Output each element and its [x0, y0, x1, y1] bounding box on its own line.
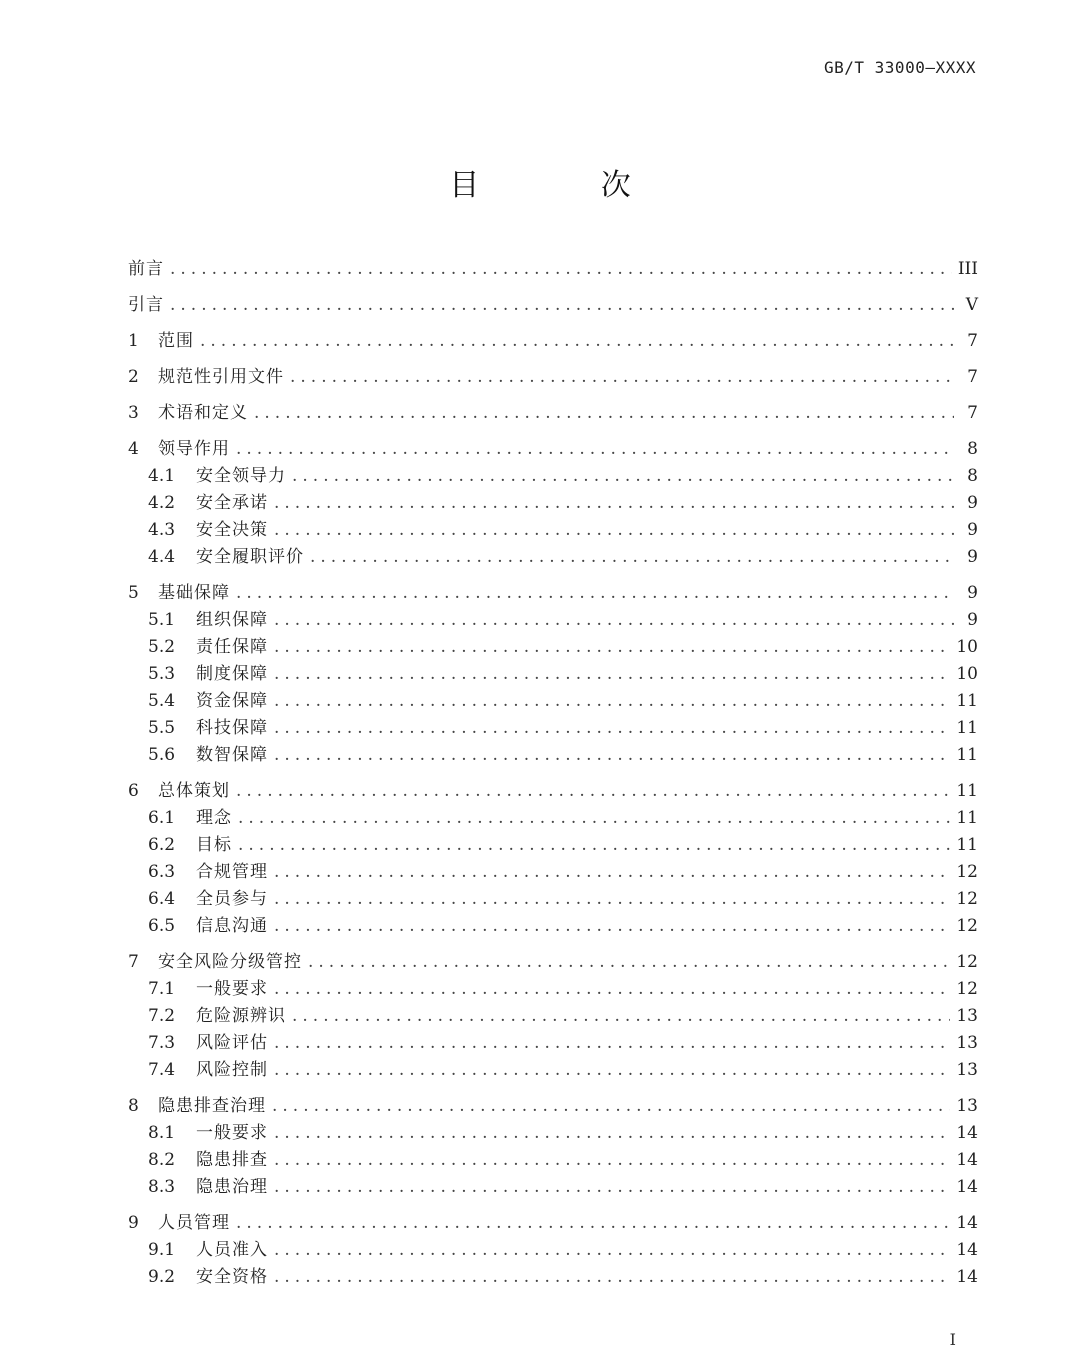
toc-entry-page: 14 — [956, 1240, 978, 1260]
toc-entry[interactable] — [128, 1266, 978, 1288]
toc-entry-title: 人员准入 — [196, 1240, 268, 1260]
toc-entry-number: 5.1 — [148, 610, 176, 630]
toc-entry-page: 9 — [967, 493, 978, 513]
toc-entry-page: 9 — [967, 547, 978, 567]
toc-entry-number: 9.1 — [148, 1240, 176, 1260]
toc-entry-title: 隐患治理 — [196, 1177, 268, 1197]
toc-entry[interactable] — [128, 402, 978, 424]
toc-leader-dots — [274, 861, 950, 883]
toc-entry-page: 10 — [956, 637, 978, 657]
toc-leader-dots — [274, 1239, 950, 1261]
toc-entry-number: 8.1 — [148, 1123, 176, 1143]
toc-entry[interactable] — [128, 1005, 978, 1027]
toc-entry-title: 安全领导力 — [196, 466, 286, 486]
toc-entry[interactable] — [128, 294, 978, 316]
toc-entry-title: 合规管理 — [196, 862, 268, 882]
toc-leader-dots — [274, 888, 950, 910]
toc-entry-page: 7 — [967, 367, 978, 387]
toc-leader-dots — [274, 1122, 950, 1144]
toc-entry[interactable] — [128, 1149, 978, 1171]
toc-entry[interactable] — [128, 690, 978, 712]
toc-entry-number: 4.4 — [148, 547, 176, 567]
page-number: I — [949, 1330, 956, 1349]
toc-entry-page: 13 — [956, 1006, 978, 1026]
toc-entry-number: 2 — [128, 367, 139, 387]
toc-entry-page: 8 — [967, 439, 978, 459]
toc-entry[interactable] — [128, 915, 978, 937]
toc-entry[interactable] — [128, 1212, 978, 1234]
toc-entry-page: 14 — [956, 1213, 978, 1233]
toc-entry-page: 12 — [956, 862, 978, 882]
toc-entry-number: 7 — [128, 952, 139, 972]
toc-entry-number: 8.2 — [148, 1150, 176, 1170]
toc-entry-number: 5 — [128, 583, 139, 603]
toc-entry-title: 目标 — [196, 835, 232, 855]
toc-leader-dots — [274, 978, 950, 1000]
toc-entry-number: 7.4 — [148, 1060, 176, 1080]
toc-entry-title: 信息沟通 — [196, 916, 268, 936]
toc-entry-page: 10 — [956, 664, 978, 684]
toc-entry[interactable] — [128, 717, 978, 739]
toc-entry-page: III — [957, 259, 978, 279]
toc-entry-number: 6.2 — [148, 835, 176, 855]
toc-leader-dots — [308, 951, 950, 973]
toc-leader-dots — [274, 636, 950, 658]
toc-entry-number: 5.6 — [148, 745, 176, 765]
toc-entry-number: 8.3 — [148, 1177, 176, 1197]
toc-entry[interactable] — [128, 582, 978, 604]
toc-leader-dots — [236, 582, 954, 604]
toc-entry-page: 14 — [956, 1150, 978, 1170]
toc-entry-number: 6.1 — [148, 808, 176, 828]
toc-entry-page: 11 — [956, 835, 978, 855]
toc-entry-page: 12 — [956, 889, 978, 909]
toc-entry-page: 13 — [956, 1060, 978, 1080]
toc-leader-dots — [274, 1032, 950, 1054]
toc-leader-dots — [236, 1212, 950, 1234]
toc-leader-dots — [274, 690, 950, 712]
toc-entry-title: 基础保障 — [158, 583, 230, 603]
toc-entry[interactable] — [128, 330, 978, 352]
toc-entry-title: 制度保障 — [196, 664, 268, 684]
toc-entry-title: 资金保障 — [196, 691, 268, 711]
toc-entry[interactable] — [128, 834, 978, 856]
toc-entry[interactable] — [128, 888, 978, 910]
toc-leader-dots — [170, 294, 954, 316]
toc-leader-dots — [274, 609, 954, 631]
toc-entry-number: 7.2 — [148, 1006, 176, 1026]
toc-entry-page: 14 — [956, 1123, 978, 1143]
toc-leader-dots — [274, 1149, 950, 1171]
toc-entry-page: 11 — [956, 808, 978, 828]
toc-entry-title: 领导作用 — [158, 439, 230, 459]
toc-entry-number: 4.3 — [148, 520, 176, 540]
toc-entry-number: 4 — [128, 439, 139, 459]
standard-code: GB/T 33000—XXXX — [824, 58, 976, 77]
toc-entry[interactable] — [128, 780, 978, 802]
toc-entry-page: 12 — [956, 979, 978, 999]
toc-leader-dots — [274, 1059, 950, 1081]
toc-leader-dots — [274, 717, 950, 739]
toc-entry-title: 全员参与 — [196, 889, 268, 909]
toc-leader-dots — [310, 546, 954, 568]
toc-entry-number: 9 — [128, 1213, 139, 1233]
toc-entry-page: V — [965, 295, 978, 315]
toc-leader-dots — [238, 807, 950, 829]
toc-entry[interactable] — [128, 546, 978, 568]
toc-leader-dots — [274, 744, 950, 766]
toc-entry-number: 3 — [128, 403, 139, 423]
toc-entry-number: 6.5 — [148, 916, 176, 936]
toc-entry-number: 9.2 — [148, 1267, 176, 1287]
toc-entry-page: 12 — [956, 916, 978, 936]
toc-entry-title: 安全决策 — [196, 520, 268, 540]
toc-entry-number: 1 — [128, 331, 139, 351]
toc-entry-title: 安全履职评价 — [196, 547, 304, 567]
table-of-contents — [128, 258, 978, 1288]
toc-entry[interactable] — [128, 744, 978, 766]
toc-entry-number: 7.3 — [148, 1033, 176, 1053]
toc-entry-title: 数智保障 — [196, 745, 268, 765]
toc-entry[interactable] — [128, 861, 978, 883]
toc-entry-title: 理念 — [196, 808, 232, 828]
toc-entry[interactable] — [128, 1239, 978, 1261]
toc-entry-title: 术语和定义 — [158, 403, 248, 423]
toc-leader-dots — [274, 663, 950, 685]
toc-entry-number: 8 — [128, 1096, 139, 1116]
toc-leader-dots — [170, 258, 952, 280]
toc-entry-title: 规范性引用文件 — [158, 367, 284, 387]
toc-entry-title: 人员管理 — [158, 1213, 230, 1233]
toc-entry-title: 总体策划 — [158, 781, 230, 801]
toc-entry-title: 安全资格 — [196, 1267, 268, 1287]
toc-entry-page: 14 — [956, 1177, 978, 1197]
toc-entry[interactable] — [128, 366, 978, 388]
toc-entry-title: 安全承诺 — [196, 493, 268, 513]
toc-entry[interactable] — [128, 1122, 978, 1144]
toc-entry-page: 7 — [967, 403, 978, 423]
toc-entry-number: 5.4 — [148, 691, 176, 711]
toc-entry-title: 风险控制 — [196, 1060, 268, 1080]
toc-entry-number: 4.1 — [148, 466, 176, 486]
toc-leader-dots — [274, 492, 954, 514]
toc-entry[interactable] — [128, 978, 978, 1000]
toc-entry-page: 9 — [967, 610, 978, 630]
toc-entry-number: 6 — [128, 781, 139, 801]
toc-entry-title: 危险源辨识 — [196, 1006, 286, 1026]
toc-leader-dots — [292, 465, 954, 487]
toc-entry[interactable] — [128, 636, 978, 658]
toc-entry-number: 7.1 — [148, 979, 176, 999]
toc-entry-number: 6.3 — [148, 862, 176, 882]
toc-leader-dots — [274, 1266, 950, 1288]
toc-entry[interactable] — [128, 519, 978, 541]
toc-leader-dots — [274, 1176, 950, 1198]
toc-entry-page: 11 — [956, 745, 978, 765]
toc-entry-number: 5.2 — [148, 637, 176, 657]
toc-entry-page: 14 — [956, 1267, 978, 1287]
toc-entry[interactable] — [128, 1095, 978, 1117]
toc-entry-number: 6.4 — [148, 889, 176, 909]
toc-leader-dots — [272, 1095, 950, 1117]
toc-entry[interactable] — [128, 609, 978, 631]
toc-entry-page: 12 — [956, 952, 978, 972]
toc-entry-title: 安全风险分级管控 — [158, 952, 302, 972]
toc-entry-page: 11 — [956, 718, 978, 738]
toc-entry-title: 责任保障 — [196, 637, 268, 657]
toc-entry-title: 隐患排查治理 — [158, 1096, 266, 1116]
toc-entry[interactable] — [128, 951, 978, 973]
toc-entry-page: 13 — [956, 1096, 978, 1116]
toc-leader-dots — [274, 915, 950, 937]
toc-leader-dots — [290, 366, 954, 388]
toc-entry[interactable] — [128, 258, 978, 280]
toc-leader-dots — [238, 834, 950, 856]
toc-leader-dots — [254, 402, 954, 424]
toc-entry-number: 5.5 — [148, 718, 176, 738]
toc-entry-title: 隐患排查 — [196, 1150, 268, 1170]
toc-leader-dots — [200, 330, 954, 352]
toc-entry-title: 范围 — [158, 331, 194, 351]
toc-entry[interactable] — [128, 807, 978, 829]
toc-entry[interactable] — [128, 1059, 978, 1081]
toc-leader-dots — [236, 438, 954, 460]
toc-entry-page: 9 — [967, 583, 978, 603]
toc-entry-number: 5.3 — [148, 664, 176, 684]
toc-entry[interactable] — [128, 1176, 978, 1198]
toc-entry-title: 一般要求 — [196, 1123, 268, 1143]
page-title: 目 次 — [449, 168, 687, 203]
toc-entry-page: 11 — [956, 691, 978, 711]
toc-entry-title: 风险评估 — [196, 1033, 268, 1053]
toc-entry-title: 组织保障 — [196, 610, 268, 630]
toc-entry[interactable] — [128, 1032, 978, 1054]
toc-leader-dots — [292, 1005, 950, 1027]
toc-entry[interactable] — [128, 438, 978, 460]
toc-entry[interactable] — [128, 465, 978, 487]
toc-leader-dots — [274, 519, 954, 541]
toc-entry-page: 9 — [967, 520, 978, 540]
toc-entry-page: 11 — [956, 781, 978, 801]
toc-entry-title: 科技保障 — [196, 718, 268, 738]
toc-entry-title: 引言 — [128, 295, 164, 315]
toc-leader-dots — [236, 780, 950, 802]
toc-entry-title: 前言 — [128, 259, 164, 279]
toc-entry[interactable] — [128, 492, 978, 514]
toc-entry-page: 7 — [967, 331, 978, 351]
toc-entry[interactable] — [128, 663, 978, 685]
toc-entry-number: 4.2 — [148, 493, 176, 513]
toc-entry-page: 8 — [967, 466, 978, 486]
toc-entry-page: 13 — [956, 1033, 978, 1053]
toc-entry-title: 一般要求 — [196, 979, 268, 999]
